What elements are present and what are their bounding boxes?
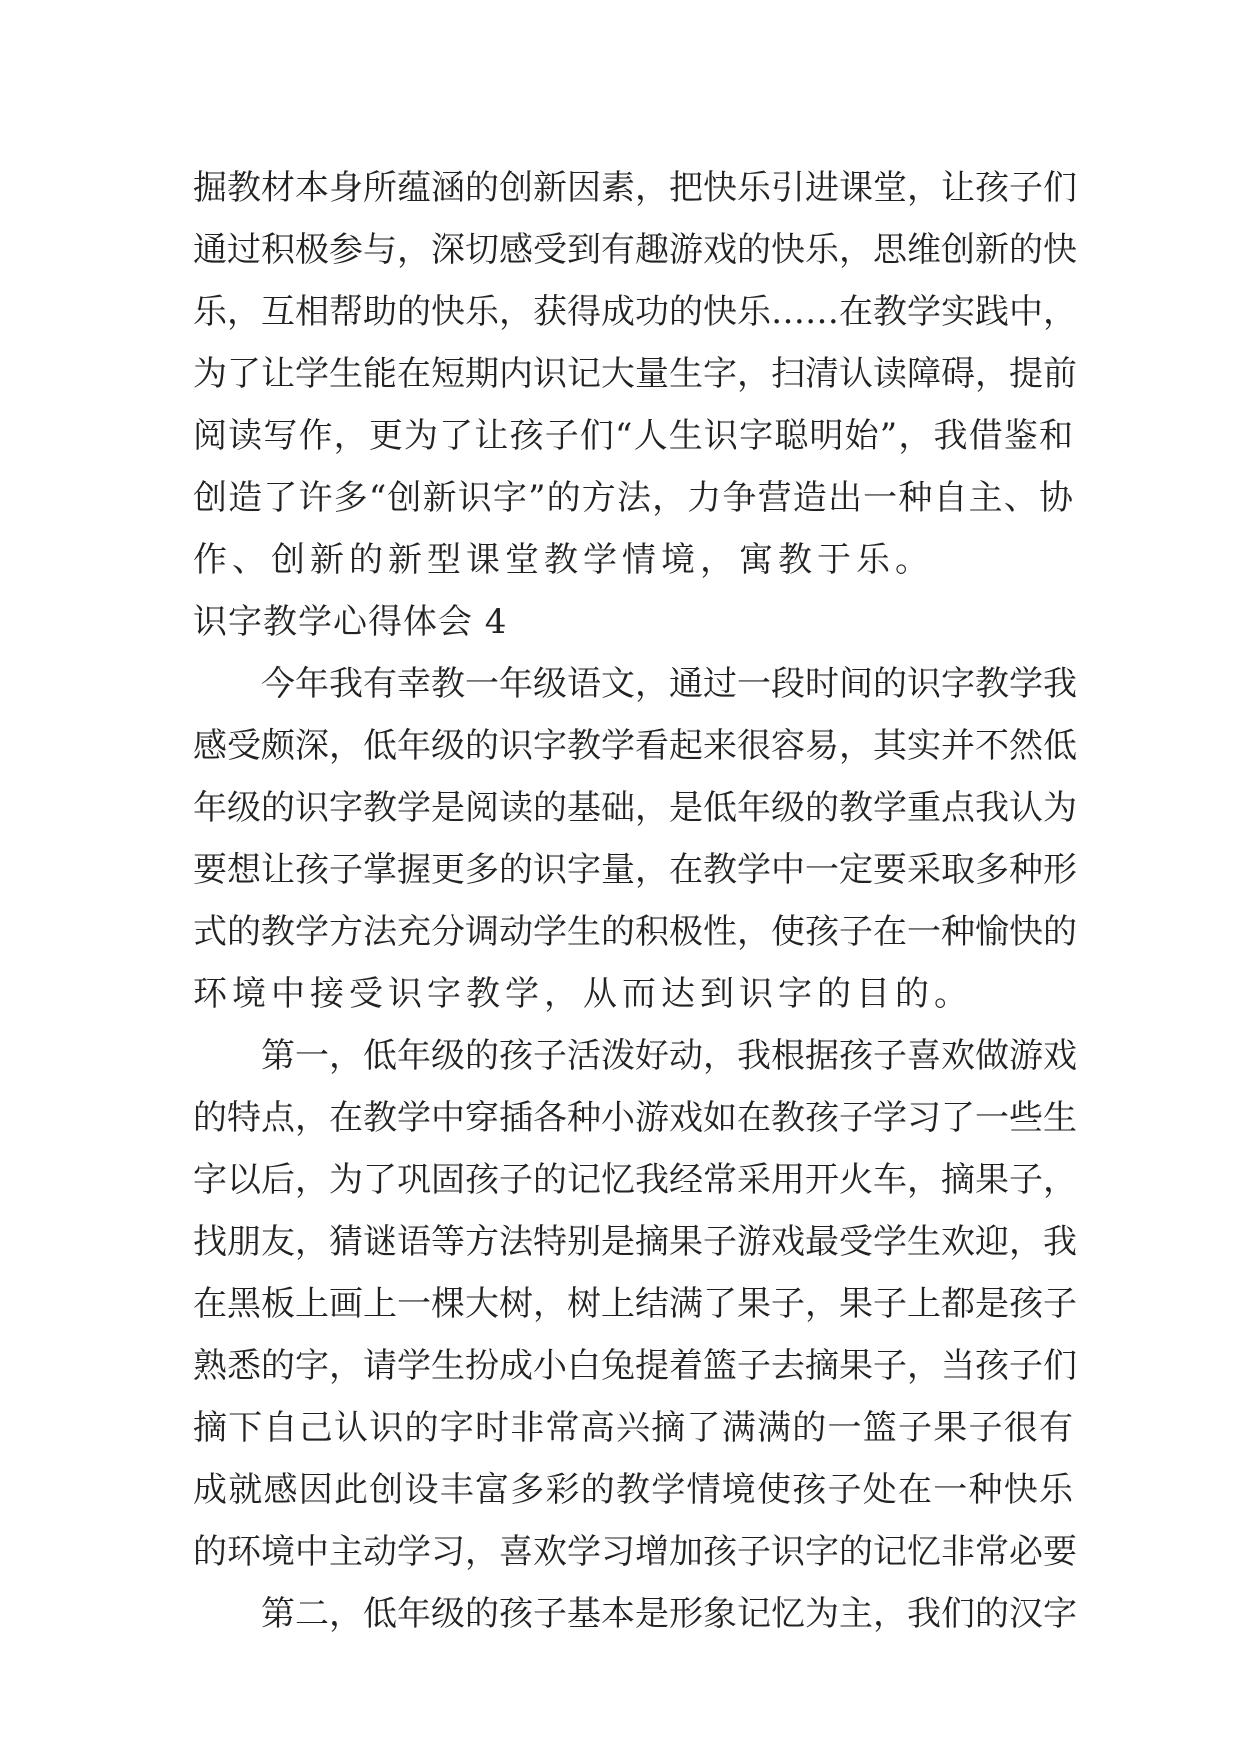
- text-line: 第二，低年级的孩子基本是形象记忆为主，我们的汉字: [261, 1594, 1077, 1634]
- text-line: 熟悉的字，请学生扮成小白兔提着篮子去摘果子，当孩子们: [193, 1346, 1077, 1386]
- document-text: [193, 157, 1077, 1645]
- text-line: 在黑板上画上一棵大树，树上结满了果子，果子上都是孩子: [193, 1284, 1077, 1324]
- text-line: 阅读写作，更为了让孩子们“人生识字聪明始”，我借鉴和: [193, 416, 1073, 456]
- text-line: 成就感因此创设丰富多彩的教学情境使孩子处在一种快乐: [193, 1470, 1073, 1510]
- text-line: 第一，低年级的孩子活泼好动，我根据孩子喜欢做游戏: [261, 1036, 1077, 1076]
- text-line: 掘教材本身所蕴涵的创新因素，把快乐引进课堂，让孩子们: [193, 168, 1077, 208]
- text-line: 作、创新的新型课堂教学情境，寓教于乐。: [193, 540, 934, 580]
- text-line: 环境中接受识字教学，从而达到识字的目的。: [193, 974, 973, 1014]
- text-line: 乐，互相帮助的快乐，获得成功的快乐……在教学实践中，: [193, 292, 1077, 332]
- text-line: 为了让学生能在短期内识记大量生字，扫清认读障碍，提前: [193, 354, 1077, 394]
- section-heading: 识字教学心得体会 4: [193, 602, 508, 642]
- text-line: 今年我有幸教一年级语文，通过一段时间的识字教学我: [261, 664, 1077, 704]
- text-line: 通过积极参与，深切感受到有趣游戏的快乐，思维创新的快: [193, 230, 1077, 270]
- text-line: 要想让孩子掌握更多的识字量，在教学中一定要采取多种形: [193, 850, 1077, 890]
- text-line: 的环境中主动学习，喜欢学习增加孩子识字的记忆非常必要: [193, 1532, 1077, 1572]
- text-line: 字以后，为了巩固孩子的记忆我经常采用开火车，摘果子，: [193, 1160, 1077, 1200]
- text-line: 的特点，在教学中穿插各种小游戏如在教孩子学习了一些生: [193, 1098, 1077, 1138]
- text-line: 感受颇深，低年级的识字教学看起来很容易，其实并不然低: [193, 726, 1077, 766]
- text-line: 式的教学方法充分调动学生的积极性，使孩子在一种愉快的: [193, 912, 1077, 952]
- text-line: 摘下自己认识的字时非常高兴摘了满满的一篮子果子很有: [193, 1408, 1073, 1448]
- text-line: 创造了许多“创新识字”的方法，力争营造出一种自主、协: [193, 478, 1073, 518]
- text-line: 找朋友，猜谜语等方法特别是摘果子游戏最受学生欢迎，我: [193, 1222, 1077, 1262]
- text-line: 年级的识字教学是阅读的基础，是低年级的教学重点我认为: [193, 788, 1077, 828]
